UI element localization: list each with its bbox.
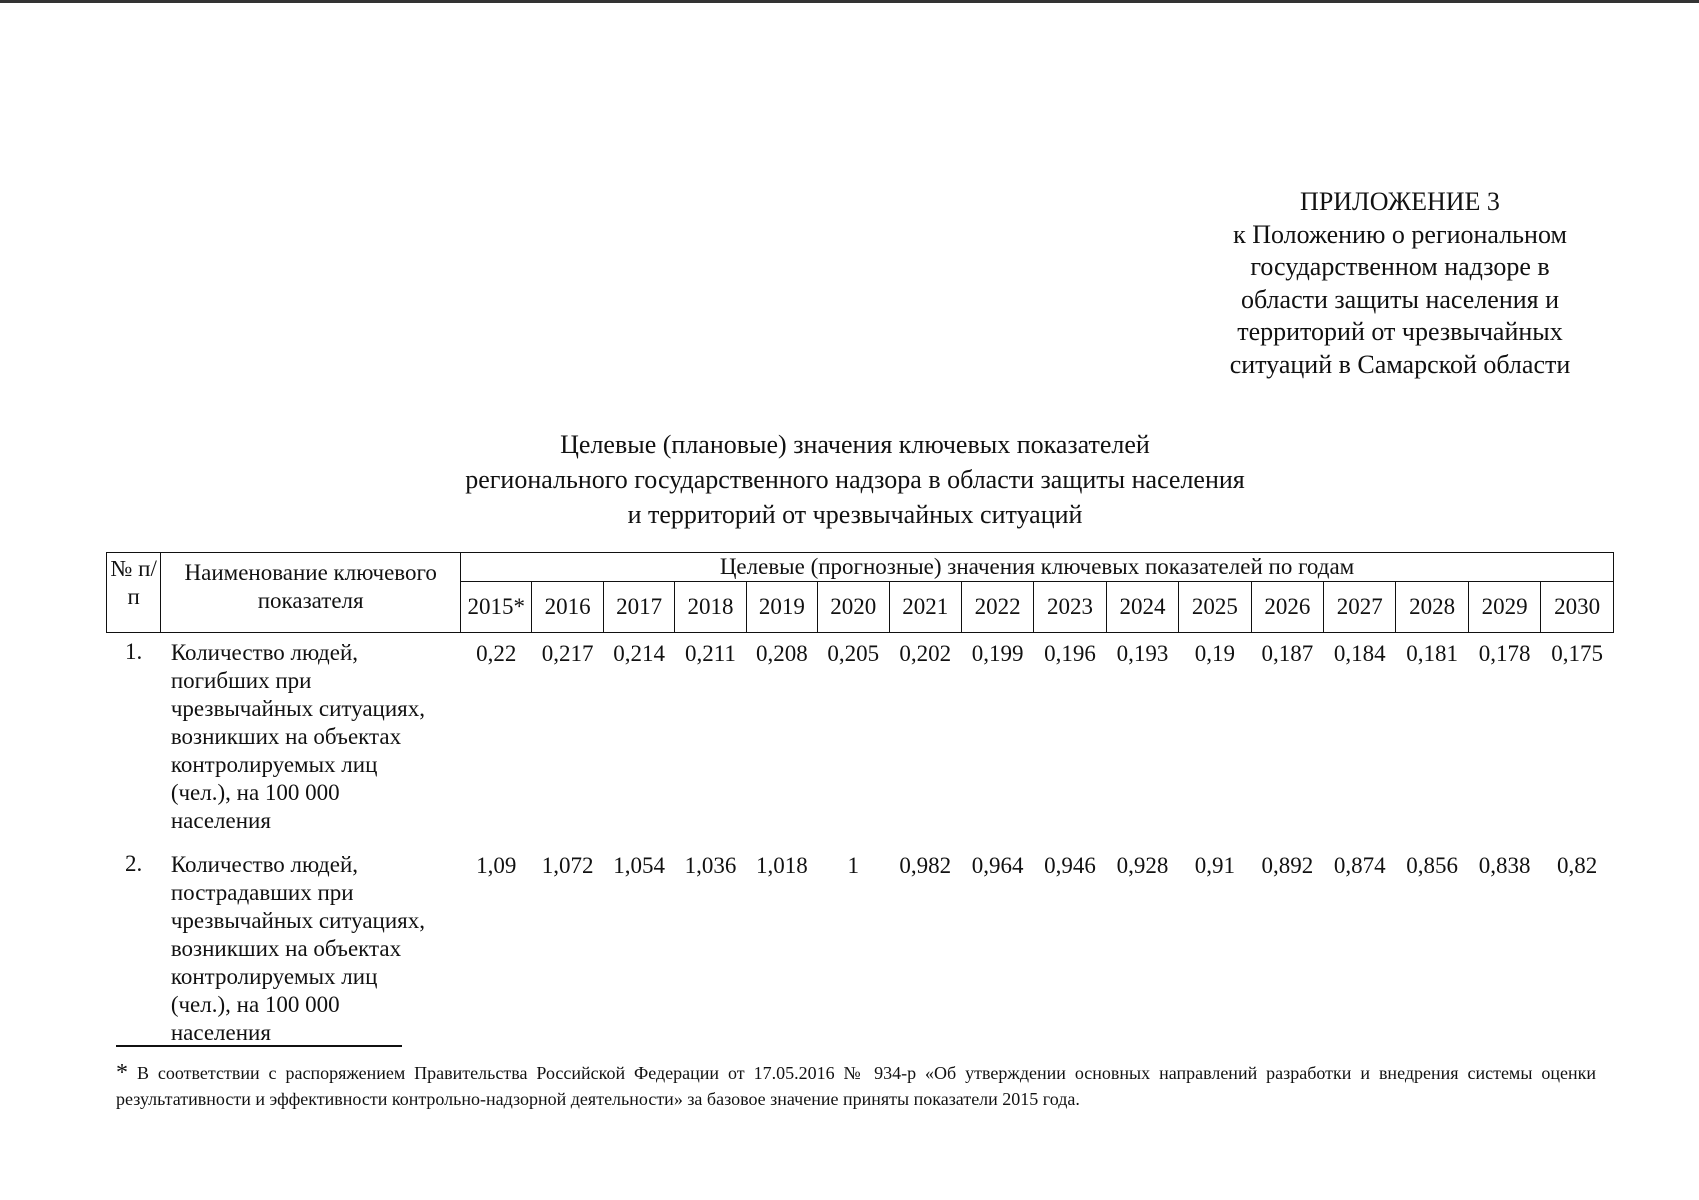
year-header: 2016 <box>532 582 603 633</box>
appendix-block <box>1200 186 1600 381</box>
year-header: 2019 <box>746 582 817 633</box>
header-row <box>107 553 1614 582</box>
indicator-name-line: контролируемых лиц <box>170 964 378 989</box>
indicator-value: 0,178 <box>1478 641 1531 666</box>
footnote <box>116 1060 1596 1112</box>
indicator-name-line: Количество людей, <box>170 640 359 665</box>
year-header: 2024 <box>1106 582 1178 633</box>
indicator-value: 0,193 <box>1116 641 1169 666</box>
indicator-value: 1,072 <box>541 853 594 878</box>
indicator-value: 1,018 <box>756 853 808 878</box>
indicator-name-line: (чел.), на 100 000 <box>170 992 340 1017</box>
year-header: 2020 <box>818 582 889 633</box>
indicator-name-line: контролируемых лиц <box>170 752 378 777</box>
indicator-value: 0,181 <box>1406 641 1459 666</box>
year-header: 2021 <box>889 582 961 633</box>
appendix-reference-line: области защиты населения и <box>1240 284 1560 314</box>
indicator-name <box>161 633 461 846</box>
title-line: и территорий от чрезвычайных ситуаций <box>627 500 1083 529</box>
indicator-name-line: Количество людей, <box>170 852 359 877</box>
header-indicator-name: Наименование ключевого показателя <box>161 553 461 633</box>
indicator-name-line: чрезвычайных ситуациях, <box>170 908 425 933</box>
indicator-value: 0,982 <box>899 853 952 878</box>
indicator-value: 0,19 <box>1194 641 1236 666</box>
table-row <box>107 633 1614 846</box>
indicators-table <box>106 552 1614 1057</box>
indicator-value: 0,205 <box>827 641 880 666</box>
indicator-name-line: погибших при <box>170 668 312 693</box>
indicator-name-line: возникших на объектах <box>170 936 402 961</box>
title-line: Целевые (плановые) значения ключевых показателей <box>560 430 1150 459</box>
appendix-reference-line: территорий от чрезвычайных <box>1237 317 1563 346</box>
indicator-name-line: (чел.), на 100 000 <box>170 780 340 805</box>
footnote-separator <box>116 1045 402 1047</box>
table-row <box>107 845 1614 1057</box>
indicator-value: 0,184 <box>1333 641 1386 666</box>
indicator-name-line: населения <box>170 808 271 833</box>
indicator-name <box>161 845 461 1057</box>
indicator-value: 0,22 <box>476 641 517 666</box>
year-header: 2018 <box>675 582 746 633</box>
indicator-name-line: пострадавших при <box>170 880 354 905</box>
year-header: 2028 <box>1396 582 1468 633</box>
year-header: 2022 <box>961 582 1033 633</box>
appendix-reference-line: ситуаций в Самарской области <box>1229 349 1571 379</box>
indicator-value: 1,054 <box>613 853 665 878</box>
year-header: 2029 <box>1468 582 1540 633</box>
appendix-reference-line: к Положению о региональном <box>1233 219 1567 249</box>
indicator-value: 0,838 <box>1478 853 1531 878</box>
indicator-value: 0,946 <box>1044 853 1096 878</box>
indicator-name-line: чрезвычайных ситуациях, <box>170 696 425 721</box>
year-header: 2025 <box>1179 582 1251 633</box>
indicator-value: 0,202 <box>899 641 952 666</box>
indicator-value: 0,874 <box>1333 853 1386 878</box>
indicator-value: 0,211 <box>685 641 736 666</box>
indicator-value: 0,82 <box>1557 853 1598 878</box>
indicator-value: 0,199 <box>971 641 1024 666</box>
footnote-text: В соответствии с распоряжением Правительства Российской Федерации от 17.05.2016 № 934-р «Об утверждении основных направлений разработки и внедрения системы оценки результативности и эффективности контрольно-надзорной деятельности» за базовое значение приняты показатели 2015 года. <box>116 1063 1596 1109</box>
year-header: 2026 <box>1251 582 1323 633</box>
indicators-table-wrap <box>106 552 1614 1057</box>
document-title <box>340 427 1370 532</box>
year-header: 2017 <box>603 582 674 633</box>
indicator-value: 0,91 <box>1194 853 1236 878</box>
indicator-value: 0,214 <box>613 641 665 666</box>
indicator-value: 0,196 <box>1044 641 1096 666</box>
indicator-value: 0,208 <box>756 641 808 666</box>
indicator-name-line: населения <box>170 1020 271 1045</box>
appendix-number: ПРИЛОЖЕНИЕ 3 <box>1300 187 1500 216</box>
table-body <box>107 633 1614 1058</box>
indicator-value: 0,856 <box>1406 853 1459 878</box>
year-header: 2027 <box>1324 582 1396 633</box>
indicator-value: 0,892 <box>1261 853 1314 878</box>
indicator-name-line: возникших на объектах <box>170 724 402 749</box>
indicator-value: 0,175 <box>1551 641 1604 666</box>
appendix-reference-line: государственном надзоре в <box>1250 252 1550 281</box>
footnote-asterisk: * <box>116 1060 128 1086</box>
indicator-value: 1,09 <box>476 853 517 878</box>
indicator-value: 0,928 <box>1116 853 1169 878</box>
title-line: регионального государственного надзора в области защиты населения <box>465 465 1245 494</box>
indicator-value: 1,036 <box>684 853 737 878</box>
indicator-value: 0,217 <box>541 641 594 666</box>
row-number: 1. <box>125 639 143 664</box>
header-number: № п/ п <box>107 553 161 633</box>
year-header: 2023 <box>1034 582 1106 633</box>
row-number: 2. <box>125 851 143 876</box>
indicator-value: 0,187 <box>1261 641 1314 666</box>
header-target-values: Целевые (прогнозные) значения ключевых показателей по годам <box>461 553 1614 582</box>
indicator-value: 0,964 <box>971 853 1024 878</box>
year-header: 2030 <box>1541 582 1614 633</box>
indicator-value: 1 <box>847 853 860 878</box>
top-border-line <box>0 0 1699 3</box>
year-header: 2015* <box>461 582 532 633</box>
